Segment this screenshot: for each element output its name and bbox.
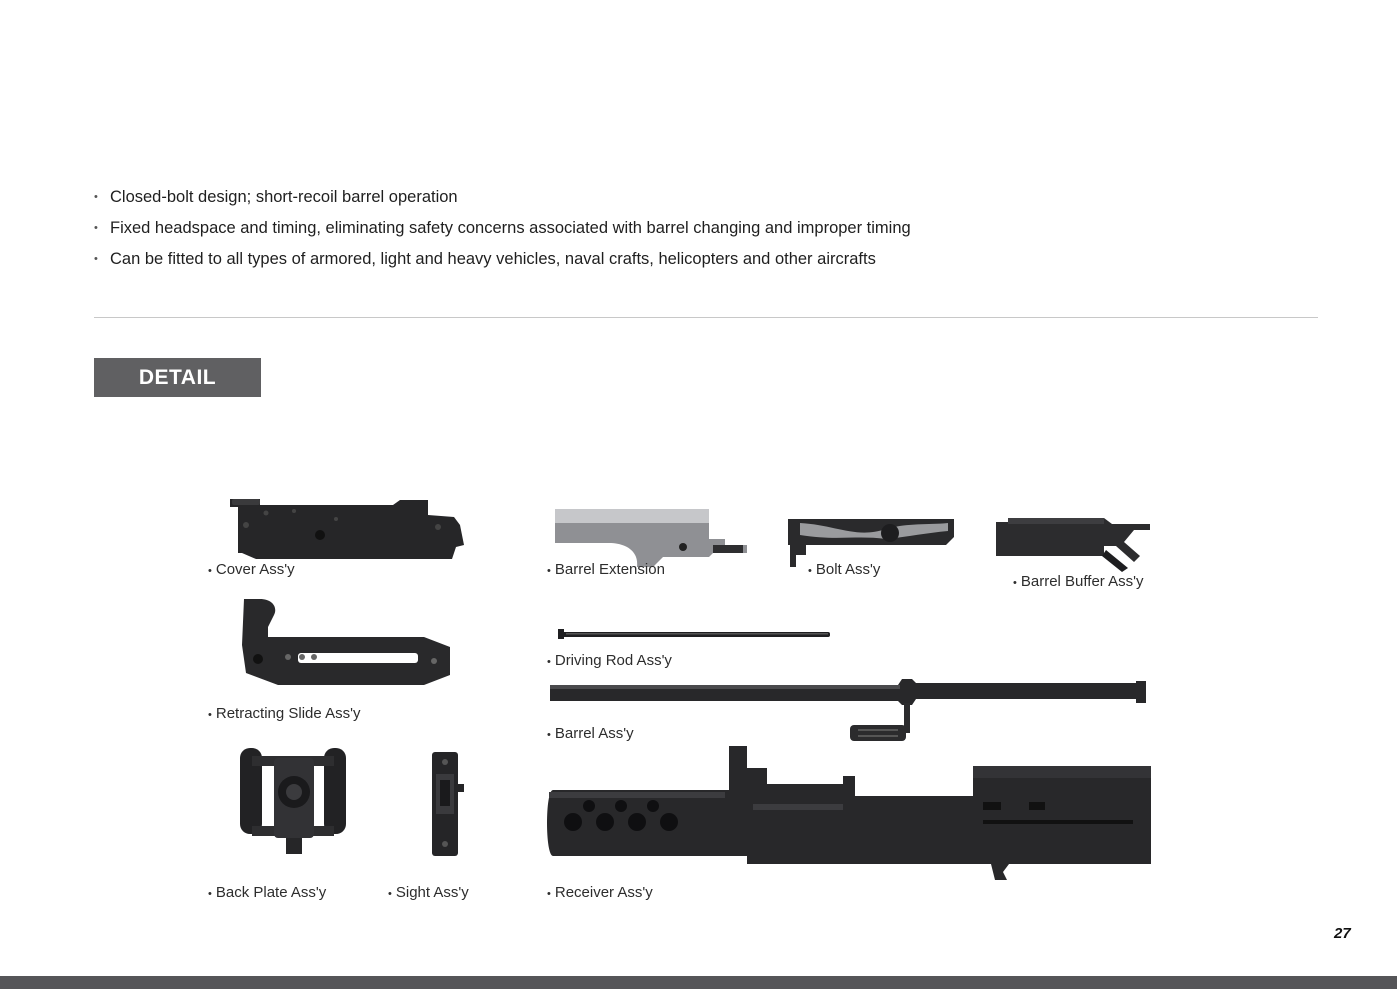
cover-assembly-image [228, 497, 470, 563]
bullet-icon: • [94, 253, 98, 265]
part-label-sight: • Sight Ass'y [388, 884, 469, 901]
barrel-assembly-image [548, 675, 1152, 747]
sight-assembly-image [428, 750, 466, 860]
back-plate-assembly-image [238, 744, 350, 858]
receiver-assembly-image [543, 744, 1157, 884]
bullet-icon: • [208, 888, 212, 900]
part-label-barrel: • Barrel Ass'y [547, 725, 634, 742]
feature-text: Closed-bolt design; short-recoil barrel operation [110, 188, 458, 206]
feature-item [94, 215, 911, 246]
page-number: 27 [1334, 925, 1351, 942]
feature-item [94, 246, 911, 277]
bullet-icon: • [208, 709, 212, 721]
section-tag-detail: DETAIL [94, 358, 261, 397]
bullet-icon: • [547, 729, 551, 741]
part-label-back-plate: • Back Plate Ass'y [208, 884, 327, 901]
retracting-slide-assembly-image [238, 597, 458, 689]
feature-text: Can be fitted to all types of armored, light and heavy vehicles, naval crafts, helicopters and other aircrafts [110, 250, 876, 268]
footer-bar [0, 976, 1397, 989]
barrel-buffer-assembly-image [994, 516, 1154, 576]
bullet-icon: • [547, 565, 551, 577]
bullet-icon: • [94, 222, 98, 234]
part-label-driving-rod: • Driving Rod Ass'y [547, 652, 672, 669]
bullet-icon: • [808, 565, 812, 577]
bullet-icon: • [1013, 577, 1017, 589]
feature-list [94, 184, 911, 277]
feature-text: Fixed headspace and timing, eliminating safety concerns associated with barrel changing and improper timing [110, 219, 911, 237]
bullet-icon: • [547, 656, 551, 668]
part-label-barrel-buffer: • Barrel Buffer Ass'y [1013, 573, 1144, 590]
bullet-icon: • [547, 888, 551, 900]
bullet-icon: • [388, 888, 392, 900]
bullet-icon: • [94, 191, 98, 203]
divider [94, 317, 1318, 318]
feature-item [94, 184, 911, 215]
part-label-cover: • Cover Ass'y [208, 561, 295, 578]
part-label-retracting-slide: • Retracting Slide Ass'y [208, 705, 361, 722]
part-label-bolt: • Bolt Ass'y [808, 561, 881, 578]
part-label-barrel-extension: • Barrel Extension [547, 561, 665, 578]
bullet-icon: • [208, 565, 212, 577]
part-label-receiver: • Receiver Ass'y [547, 884, 653, 901]
driving-rod-assembly-image [556, 627, 832, 643]
